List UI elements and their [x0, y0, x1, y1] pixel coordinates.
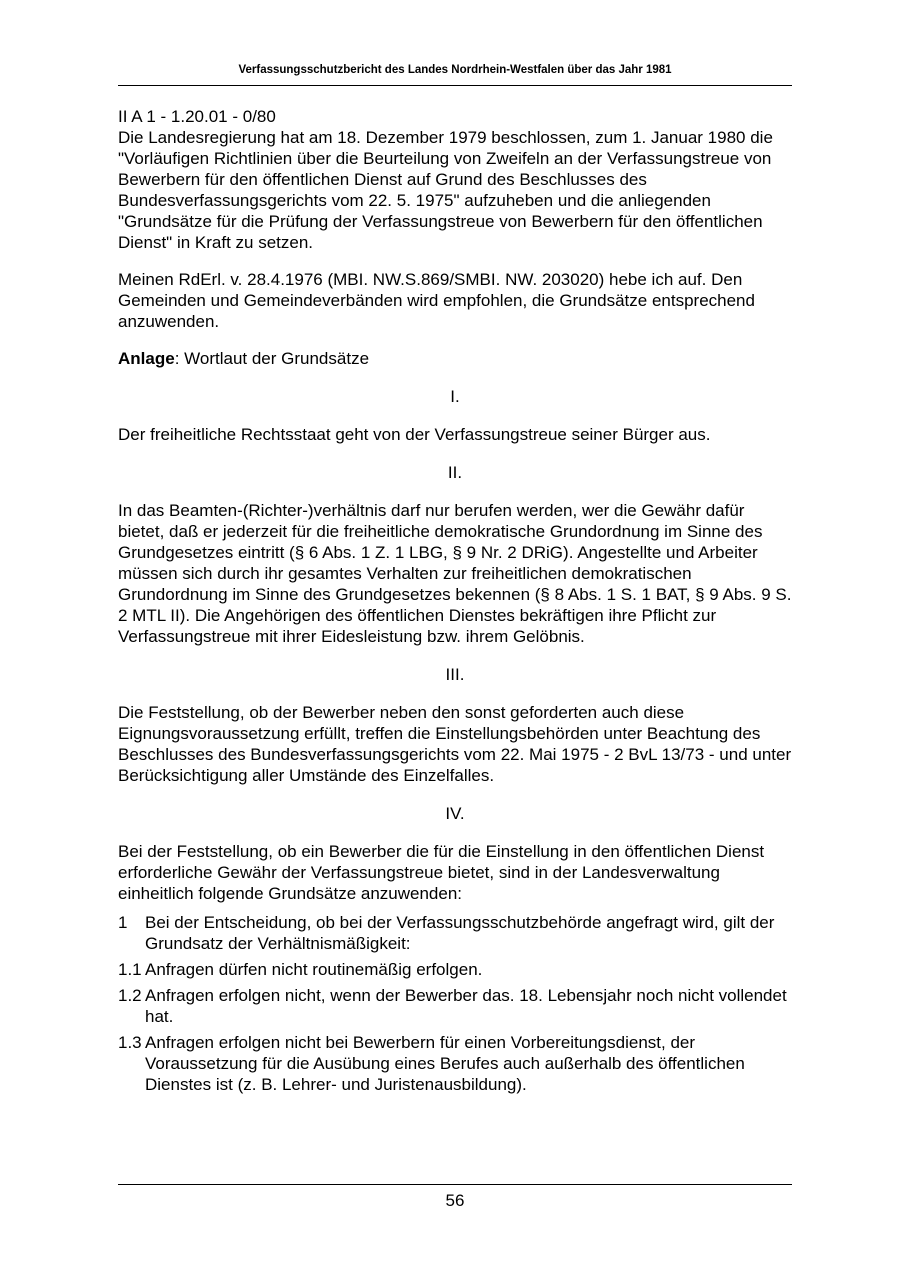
section-numeral-2: II.	[447, 463, 463, 482]
annex-text: : Wortlaut der Grundsätze	[174, 349, 370, 368]
annex-label: Anlage	[118, 349, 175, 368]
section-numeral-3: III.	[445, 665, 465, 684]
list-item	[118, 912, 792, 954]
list-item	[118, 1032, 792, 1095]
section-text-2: In das Beamten-(Richter-)verhältnis darf nur berufen werden, wer die Gewähr dafür bietet, daß er jederzeit für die freiheitliche demokratische Grundordnung im Sinne des Grundgesetzes eintritt (§ 6 Abs. 1 Z. 1 LBG, § 9 Nr. 2 DRiG). Angestellte und Arbeiter müssen sich durch ihr gesamtes Verhalten zur freiheitlichen demokratischen Grundordnung im Sinne des Grundgesetzes bekennen (§ 8 Abs. 1 S. 1 BAT, § 9 Abs. 9 S. 2 MTL II). Die Angehörigen des öffentlichen Dienstes bekräftigen ihre Pflicht zur Verfassungstreue mit ihrer Eidesleistung bzw. ihrem Gelöbnis.	[118, 501, 792, 646]
list-item-text: Anfragen erfolgen nicht, wenn der Bewerber das. 18. Lebensjahr noch nicht vollendet hat.	[145, 986, 787, 1026]
list-item-number: 1.2	[118, 986, 142, 1005]
list-item-text: Bei der Entscheidung, ob bei der Verfassungsschutzbehörde angefragt wird, gilt der Grundsatz der Verhältnismäßigkeit:	[145, 913, 775, 953]
list-item-number: 1	[118, 913, 128, 932]
page-body	[118, 106, 792, 1095]
section-text-4: Bei der Feststellung, ob ein Bewerber die für die Einstellung in den öffentlichen Dienst erforderliche Gewähr der Verfassungstreue bietet, sind in der Landesverwaltung einheitlich folgende Grundsätze anzuwenden:	[118, 842, 765, 903]
running-header: Verfassungsschutzbericht des Landes Nordrhein-Westfalen über das Jahr 1981	[238, 64, 672, 76]
intro-paragraph: Die Landesregierung hat am 18. Dezember 1979 beschlossen, zum 1. Januar 1980 die "Vorläufigen Richtlinien über die Beurteilung von Zweifeln an der Verfassungstreue von Bewerbern für den öffentlichen Dienst auf Grund des Beschlusses des Bundesverfassungsgerichts vom 22. 5. 1975" aufzuheben und die anliegenden "Grundsätze für die Prüfung der Verfassungstreue von Bewerbern für den öffentlichen Dienst" in Kraft zu setzen.	[118, 128, 773, 252]
list-item-text: Anfragen dürfen nicht routinemäßig erfolgen.	[145, 960, 483, 979]
file-reference: II A 1 - 1.20.01 - 0/80	[118, 107, 276, 126]
section-text-1: Der freiheitliche Rechtsstaat geht von der Verfassungstreue seiner Bürger aus.	[118, 425, 711, 444]
footer-divider	[118, 1184, 792, 1185]
section-numeral-4: IV.	[445, 804, 465, 823]
page-number: 56	[445, 1191, 465, 1210]
list-item-number: 1.1	[118, 960, 142, 979]
decree-paragraph: Meinen RdErl. v. 28.4.1976 (MBI. NW.S.869/SMBI. NW. 203020) hebe ich auf. Den Gemeinden und Gemeindeverbänden wird empfohlen, die Grundsätze entsprechend anzuwenden.	[118, 270, 755, 331]
header-divider	[118, 85, 792, 86]
list-item-text: Anfragen erfolgen nicht bei Bewerbern für einen Vorbereitungsdienst, der Voraussetzung für die Ausübung eines Berufes auch außerhalb des öffentlichen Dienstes ist (z. B. Lehrer- und Juristenausbildung).	[145, 1033, 745, 1094]
annex-line	[118, 348, 792, 369]
section-text-3: Die Feststellung, ob der Bewerber neben den sonst geforderten auch diese Eignungsvoraussetzung erfüllt, treffen die Einstellungsbehörden unter Beachtung des Beschlusses des Bundesverfassungsgerichts vom 22. Mai 1975 - 2 BvL 13/73 - und unter Berücksichtigung aller Umstände des Einzelfalles.	[118, 703, 792, 785]
section-numeral-1: I.	[450, 387, 460, 406]
list-item	[118, 959, 792, 980]
list-item	[118, 985, 792, 1027]
list-item-number: 1.3	[118, 1033, 142, 1052]
